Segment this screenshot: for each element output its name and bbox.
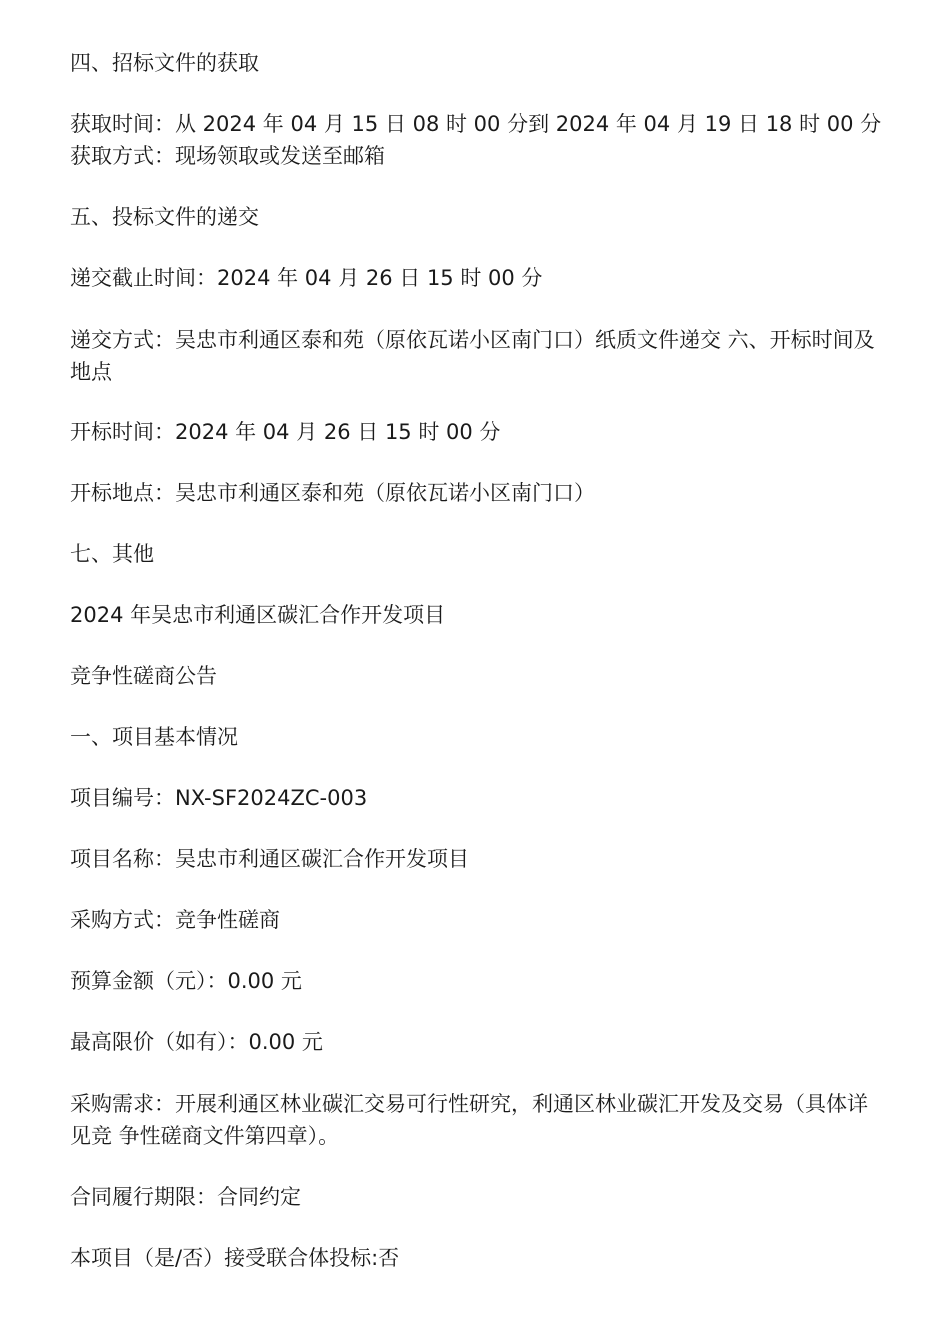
acquisition-time: 获取时间：从 2024 年 04 月 15 日 08 时 00 分到 2024 年 04 月 19 日 18 时 00 分: [70, 112, 882, 136]
submission-deadline: 递交截止时间：2024 年 04 月 26 日 15 时 00 分: [70, 266, 543, 290]
procurement-requirements: 采购需求：开展利通区林业碳汇交易可行性研究，利通区林业碳汇开发及交易（具体详见竞 争性磋商文件第四章）。: [70, 1092, 868, 1148]
section-heading-5: 五、投标文件的递交: [70, 205, 259, 229]
project-title: 2024 年吴忠市利通区碳汇合作开发项目: [70, 603, 446, 627]
procurement-method: 采购方式：竞争性磋商: [70, 908, 280, 932]
announcement-title: 竞争性磋商公告: [70, 664, 217, 688]
section-heading-1: 一、项目基本情况: [70, 725, 238, 749]
contract-period: 合同履行期限：合同约定: [70, 1185, 301, 1209]
project-name: 项目名称：吴忠市利通区碳汇合作开发项目: [70, 847, 469, 871]
section-heading-4: 四、招标文件的获取: [70, 51, 259, 75]
opening-location: 开标地点：吴忠市利通区泰和苑（原依瓦诺小区南门口）: [70, 481, 595, 505]
section-heading-7: 七、其他: [70, 542, 154, 566]
budget-amount: 预算金额（元）：0.00 元: [70, 969, 302, 993]
consortium-bidding: 本项目（是/否）接受联合体投标:否: [70, 1246, 400, 1270]
project-number: 项目编号：NX-SF2024ZC-003: [70, 786, 368, 810]
acquisition-method: 获取方式：现场领取或发送至邮箱: [70, 144, 385, 168]
submission-method: 递交方式：吴忠市利通区泰和苑（原依瓦诺小区南门口）纸质文件递交 六、开标时间及地点: [70, 328, 875, 384]
maximum-price: 最高限价（如有）：0.00 元: [70, 1030, 323, 1054]
opening-time: 开标时间：2024 年 04 月 26 日 15 时 00 分: [70, 420, 501, 444]
